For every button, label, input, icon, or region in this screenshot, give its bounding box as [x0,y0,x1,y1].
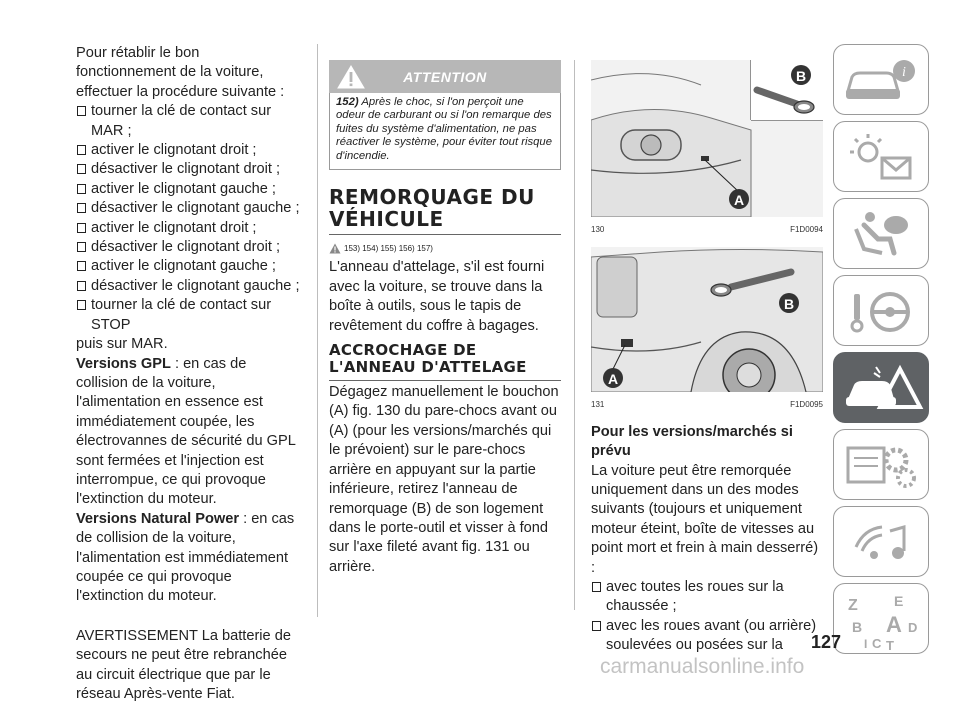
step-9: désactiver le clignotant gauche ; [76,277,301,296]
section-heading-towing: REMORQUAGE DU VÉHICULE [329,185,535,232]
towing-paragraph: L'anneau d'attelage, s'il est fourni avec la voiture, se trouve dans la boîte à outils, sous le tapis de revêtement du coffre à bagages. [329,259,545,334]
figure-number: 130 [591,225,605,234]
natural-power-label: Versions Natural Power [76,510,240,527]
svg-text:i: i [902,65,906,80]
gpl-text: : en cas de collision de la voiture, l'alimentation en essence est immédiatement coupée, les électrovannes de sécurité du GPL sont fermées et l'injection est interrompue, ce qui provoque l'extinction du moteur. [76,355,296,508]
multimedia-music-icon [834,507,930,578]
column-divider-1 [317,44,318,617]
svg-text:A: A [886,612,902,637]
steering-key-icon [834,276,930,347]
natural-power-paragraph [76,510,301,607]
small-warning-icon [329,243,341,254]
figure-code: F1D0094 [790,225,823,234]
step-10: tourner la clé de contact sur STOP [76,296,301,335]
versions-heading: Pour les versions/marchés si prévu [591,423,793,460]
step-2: activer le clignotant droit ; [76,141,301,160]
rear-bumper-illustration [591,247,823,392]
svg-text:B: B [852,619,863,635]
column-2 [329,60,561,577]
car-info-icon [834,45,930,116]
svg-text:T: T [886,638,894,653]
step-3: désactiver le clignotant droit ; [76,160,301,179]
svg-text:Z: Z [848,597,858,614]
mode-2: avec les roues avant (ou arrière) soulevées ou posées sur la [591,617,823,656]
column-divider-2 [574,60,575,610]
label-b-2: B [783,296,795,313]
attention-title: ATTENTION [403,69,487,85]
page-number: 127 [811,632,842,652]
svg-text:D: D [908,620,918,635]
figure-code-2: F1D0095 [790,400,823,410]
svg-text:E: E [894,593,904,609]
tab-car-info[interactable] [833,44,929,115]
service-gears-icon [834,430,930,501]
heading-rule [329,234,561,235]
heading-rule-2 [329,380,561,381]
svg-text:I: I [864,637,868,651]
front-bumper-illustration [591,60,823,217]
attention-number: 152) [336,96,359,108]
label-a: A [733,192,745,208]
figure-131 [591,247,823,392]
attention-banner [329,60,561,93]
step-4: activer le clignotant gauche ; [76,180,301,199]
towing-modes-list [591,578,823,656]
seat-airbag-icon [834,199,930,270]
index-letters-icon [834,584,930,655]
reference-numbers: 153) 154) 155) 156) 157) [344,244,433,254]
chapter-sidebar [833,44,929,660]
svg-text:C: C [872,636,882,651]
watermark: carmanualsonline.info [600,655,805,678]
figure-number-2: 131 [591,400,605,410]
tab-steering-key[interactable] [833,275,929,346]
emergency-warning-icon [834,353,930,424]
intro-text: Pour rétablir le bon fonctionnement de la voiture, effectuer la procédure suivante : [76,45,285,100]
lights-message-icon [834,122,930,193]
gpl-paragraph [76,355,301,510]
tab-service[interactable] [833,429,929,500]
natural-power-text: : en cas de collision de la voiture, l'alimentation est immédiatement coupée ce qui provoque l'extinction du moteur. [76,510,295,605]
step-7: désactiver le clignotant droit ; [76,238,301,257]
step-6: activer le clignotant droit ; [76,219,301,238]
step-8: activer le clignotant gauche ; [76,257,301,276]
procedure-steps [76,102,301,335]
towing-modes-paragraph: La voiture peut être remorquée uniquement dans un des modes suivants (toujours et uniquement moteur éteint, boîte de vitesses au point mort et frein à main desserré) : [591,462,819,576]
hook-paragraph: Dégagez manuellement le bouchon (A) fig. 130 du pare-chocs avant ou (A) (pour les versions/marchés qui le prévoient) sur le pare-chocs arrière en appuyant sur la partie inférieure, retirez l'anneau de remorquage (B) de son logement dans le porte-outil et visser à fond sur l'axe fileté avant fig. 131 ou arrière. [329,384,559,575]
battery-warning: AVERTISSEMENT La batterie de secours ne peut être rebranchée au circuit électrique que par le réseau Après-vente Fiat. [76,627,291,702]
tab-seat-airbag[interactable] [833,198,929,269]
attention-text: Après le choc, si l'on perçoit une odeur de carburant ou si l'on remarque des fuites du système d'alimentation, ne pas réactiver le système, pour éviter tout risque d'incendie. [336,96,552,162]
step-5: désactiver le clignotant gauche ; [76,199,301,218]
section-heading-hook: ACCROCHAGE DE L'ANNEAU D'ATTELAGE [329,341,527,377]
step-1: tourner la clé de contact sur MAR ; [76,102,301,141]
tab-index[interactable] [833,583,929,654]
column-1 [76,44,301,704]
references-row [329,239,561,258]
figure-130 [591,60,823,217]
label-b: B [795,68,807,84]
tab-emergency[interactable] [833,352,929,423]
tab-multimedia[interactable] [833,506,929,577]
label-a-2: A [607,371,619,388]
tab-lights-messages[interactable] [833,121,929,192]
attention-body [329,93,561,170]
figure-131-caption [591,395,823,414]
column-3 [591,60,823,656]
mode-1: avec toutes les roues sur la chaussée ; [591,578,823,617]
figure-130-caption [591,220,823,239]
after-steps-text: puis sur MAR. [76,336,168,353]
gpl-label: Versions GPL [76,355,171,372]
